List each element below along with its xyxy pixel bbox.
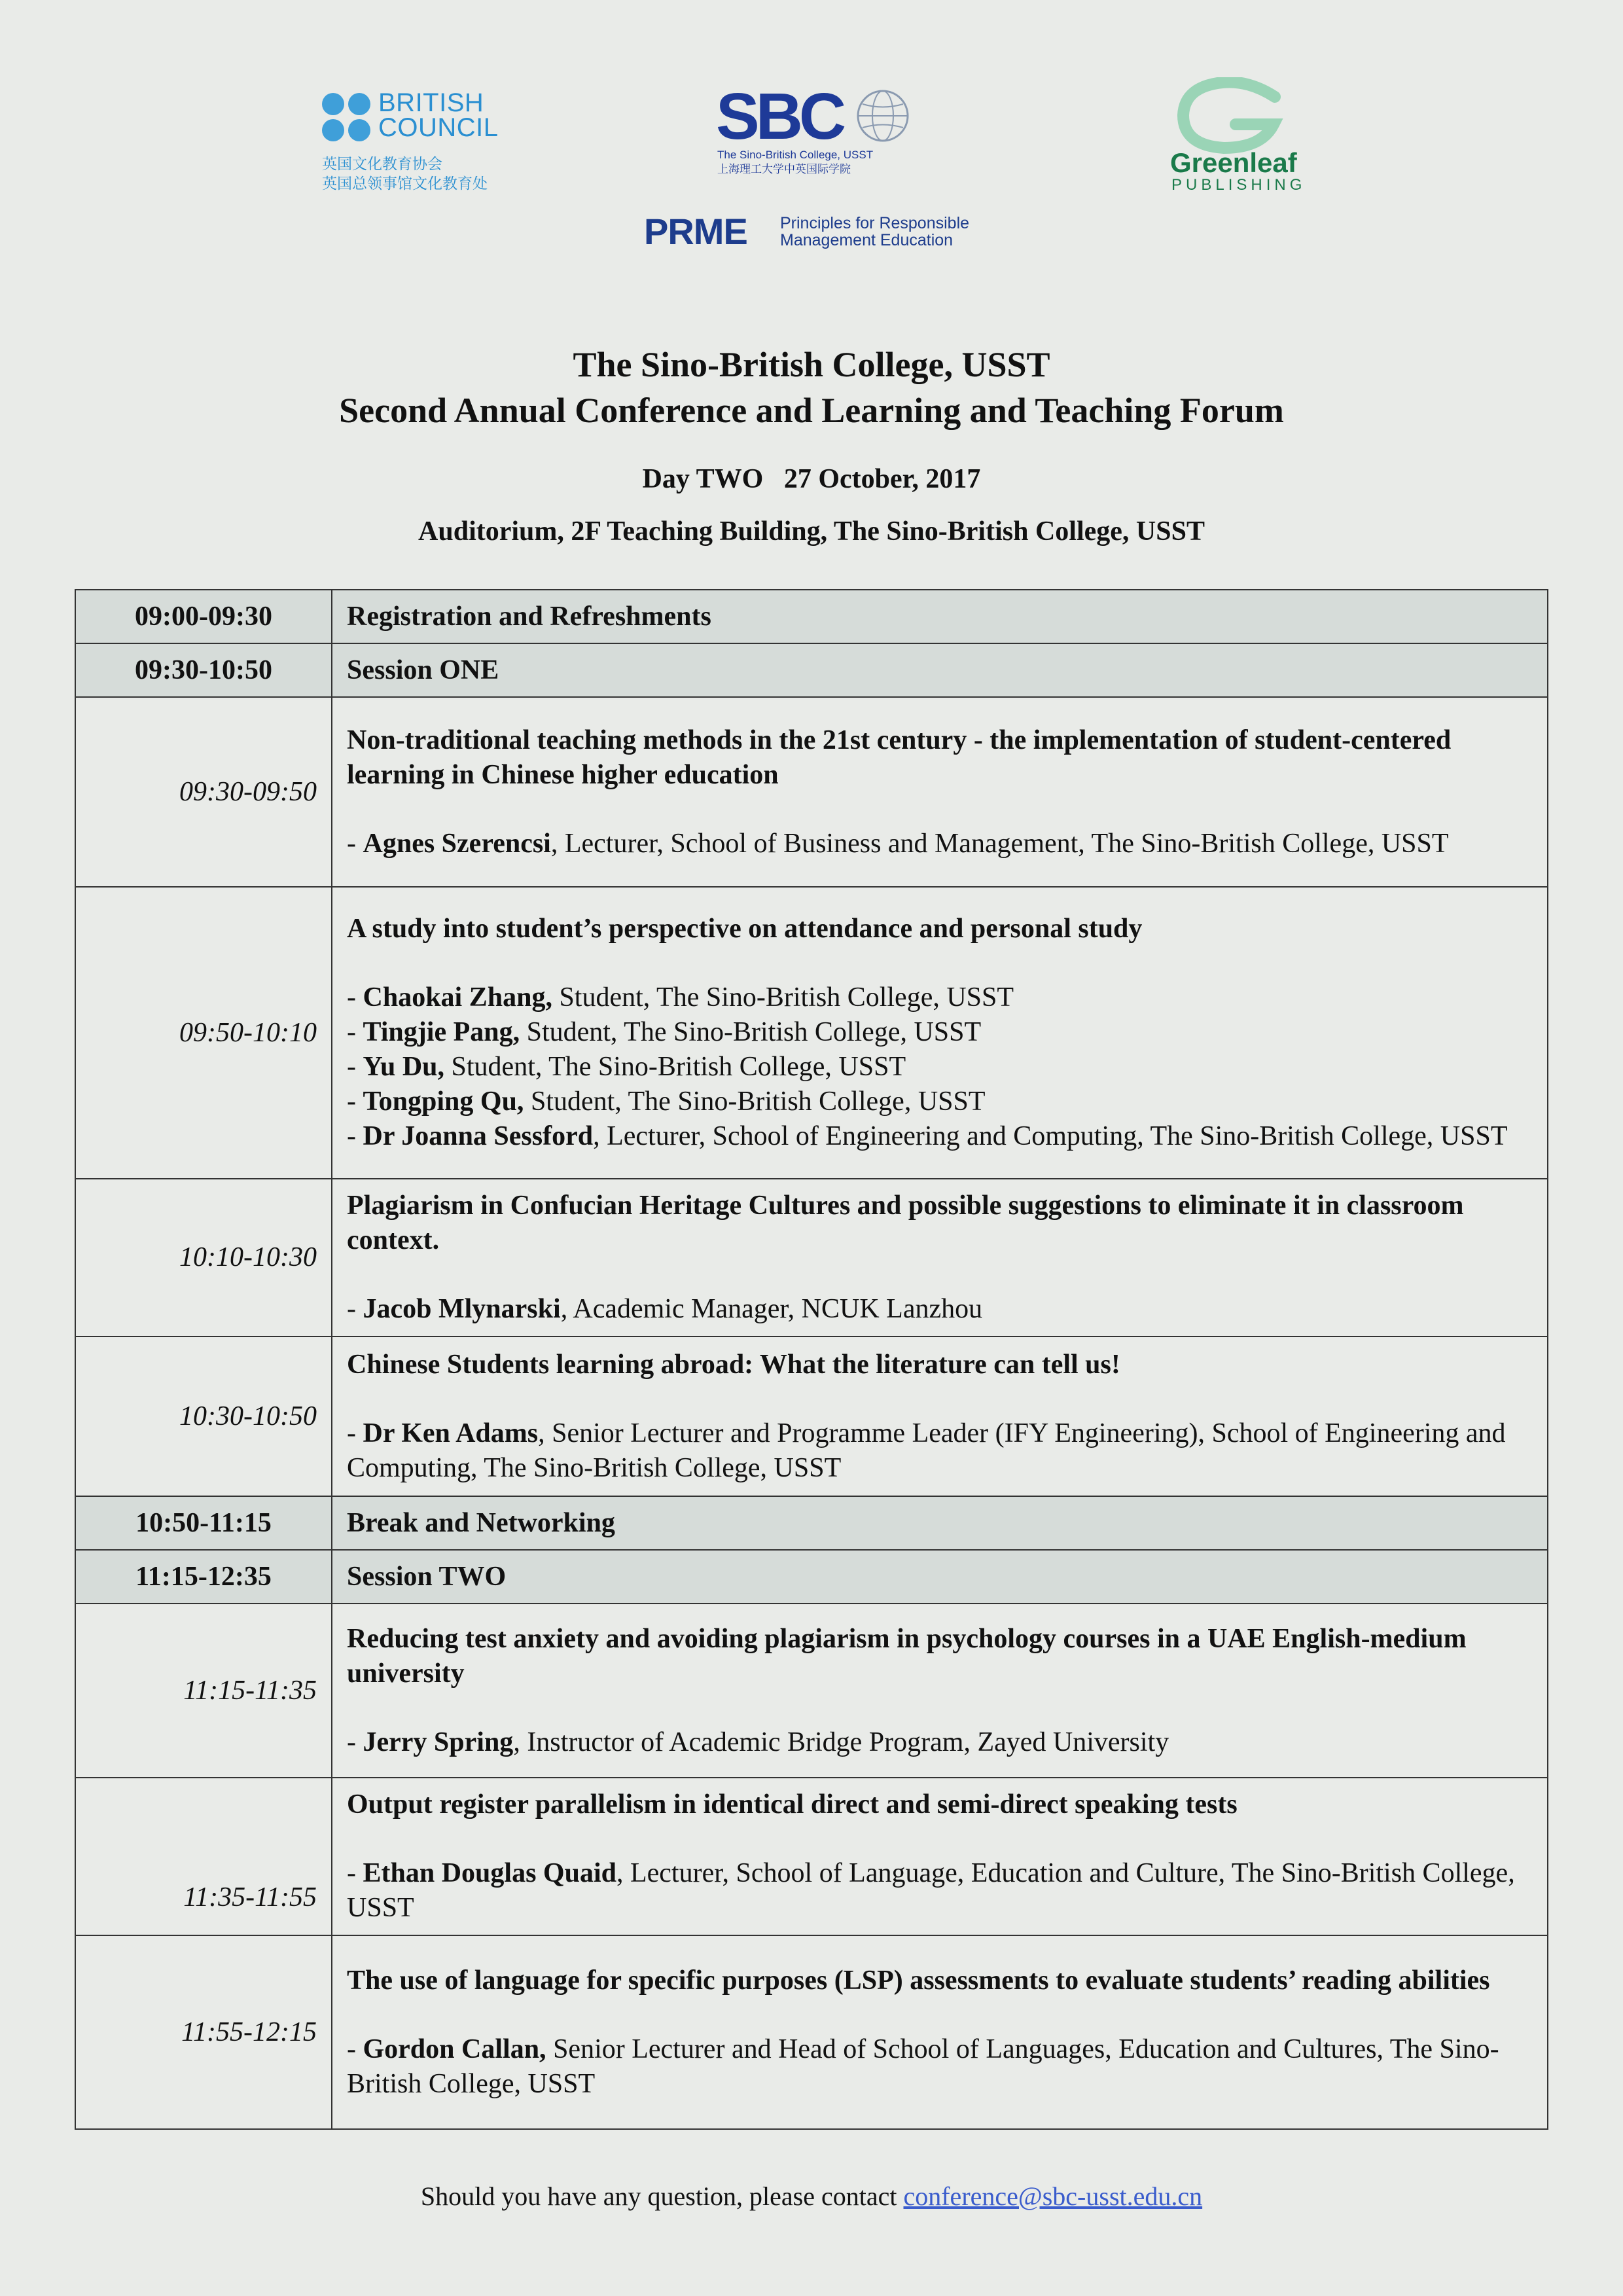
speaker: - Jerry Spring, Instructor of Academic Bridge Program, Zayed University [347,1727,1169,1757]
time-cell: 09:00-09:30 [75,590,332,643]
talk-cell [332,887,1548,1179]
speaker: - Agnes Szerencsi, Lecturer, School of Business and Management, The Sino-British College, USST [347,828,1449,859]
time-cell: 11:35-11:55 [75,1778,332,1935]
speaker: - Tongping Qu, Student, The Sino-British College, USST [347,1086,986,1117]
table-row [75,1179,1548,1336]
greenleaf-name: Greenleaf [1170,147,1297,178]
talk-cell [332,697,1548,887]
time-cell: 10:30-10:50 [75,1336,332,1496]
talk-title: Reducing test anxiety and avoiding plagiarism in psychology courses in a UAE English-medium university [347,1623,1467,1689]
talk-cell [332,1778,1548,1935]
greenleaf-g-icon [1170,77,1288,156]
talk-title: A study into student’s perspective on attendance and personal study [347,914,1143,944]
talk-title: The use of language for specific purposes (LSP) assessments to evaluate students’ reading abilities [347,1965,1490,1996]
speaker: - Dr Joanna Sessford, Lecturer, School of Engineering and Computing, The Sino-British College, USST [347,1121,1508,1151]
table-row [75,887,1548,1179]
table-row [75,1935,1548,2129]
speaker: - Dr Ken Adams, Senior Lecturer and Programme Leader (IFY Engineering), School of Engineering and Computing, The Sino-British College, USST [347,1418,1506,1483]
speaker: - Tingjie Pang, Student, The Sino-British College, USST [347,1017,982,1047]
speaker: - Jacob Mlynarski, Academic Manager, NCUK Lanzhou [347,1294,983,1324]
time-cell: 09:30-10:50 [75,643,332,697]
table-row [75,1496,1548,1550]
contact-footer [0,2177,1623,2216]
sbc-logo [716,80,925,182]
table-row [75,643,1548,697]
activity-cell: Break and Networking [332,1496,1548,1550]
greenleaf-publishing-logo [1165,77,1309,202]
time-cell: 11:15-12:35 [75,1550,332,1604]
contact-text: Should you have any question, please contact [420,2181,904,2211]
speaker: - Gordon Callan, Senior Lecturer and Head of School of Languages, Education and Cultures, The Sino-British College, USST [347,2034,1499,2099]
schedule-table [75,589,1548,2130]
page-title: The Sino-British College, USST [573,345,1050,384]
time-cell: 11:55-12:15 [75,1935,332,2129]
table-row [75,590,1548,643]
table-row [75,1336,1548,1496]
talk-title: Plagiarism in Confucian Heritage Cultures and possible suggestions to eliminate it in classroom context. [347,1191,1464,1255]
talk-cell [332,1179,1548,1336]
session-label: Session TWO [332,1550,1548,1604]
table-row [75,1778,1548,1935]
greenleaf-publishing: PUBLISHING [1171,176,1306,194]
prme-logo [644,209,984,255]
speaker: - Chaokai Zhang, Student, The Sino-British College, USST [347,982,1014,1013]
table-row [75,1604,1548,1778]
british-council-dots-icon [322,93,372,143]
session-label: Session ONE [332,643,1548,697]
time-cell: 09:50-10:10 [75,887,332,1179]
british-council-logo [322,90,538,195]
time-cell: 11:15-11:35 [75,1604,332,1778]
talk-cell [332,1935,1548,2129]
talk-title: Chinese Students learning abroad: What the literature can tell us! [347,1349,1120,1380]
british-council-name: BRITISH COUNCIL [378,88,499,142]
speaker: - Ethan Douglas Quaid, Lecturer, School of Language, Education and Culture, The Sino-British College, USST [347,1858,1515,1923]
speaker: - Yu Du, Student, The Sino-British College, USST [347,1052,906,1082]
sbc-mark: SBC [716,80,843,153]
time-cell: 10:50-11:15 [75,1496,332,1550]
british-council-chinese-name: 英国文化教育协会 英国总领事馆文化教育处 [322,156,488,192]
sbc-subtitle: The Sino-British College, USST 上海理工大学中英国际学院 [717,149,874,175]
event-venue: Auditorium, 2F Teaching Building, The Sino-British College, USST [418,516,1205,547]
event-date: Day TWO 27 October, 2017 [642,464,981,494]
page-subtitle: Second Annual Conference and Learning and Teaching Forum [339,391,1284,430]
talk-title: Output register parallelism in identical direct and semi-direct speaking tests [347,1789,1238,1820]
contact-email-link[interactable]: conference@sbc-usst.edu.cn [903,2181,1203,2211]
talk-title: Non-traditional teaching methods in the 21st century - the implementation of student-centered learning in Chinese higher education [347,725,1452,790]
talk-cell [332,1336,1548,1496]
talk-cell [332,1604,1548,1778]
time-cell: 09:30-09:50 [75,697,332,887]
table-row [75,697,1548,887]
table-row [75,1550,1548,1604]
prme-mark: PRME [644,211,747,252]
prme-tagline: Principles for Responsible Management Education [780,214,970,249]
globe-icon [855,88,911,144]
activity-cell: Registration and Refreshments [332,590,1548,643]
time-cell: 10:10-10:30 [75,1179,332,1336]
